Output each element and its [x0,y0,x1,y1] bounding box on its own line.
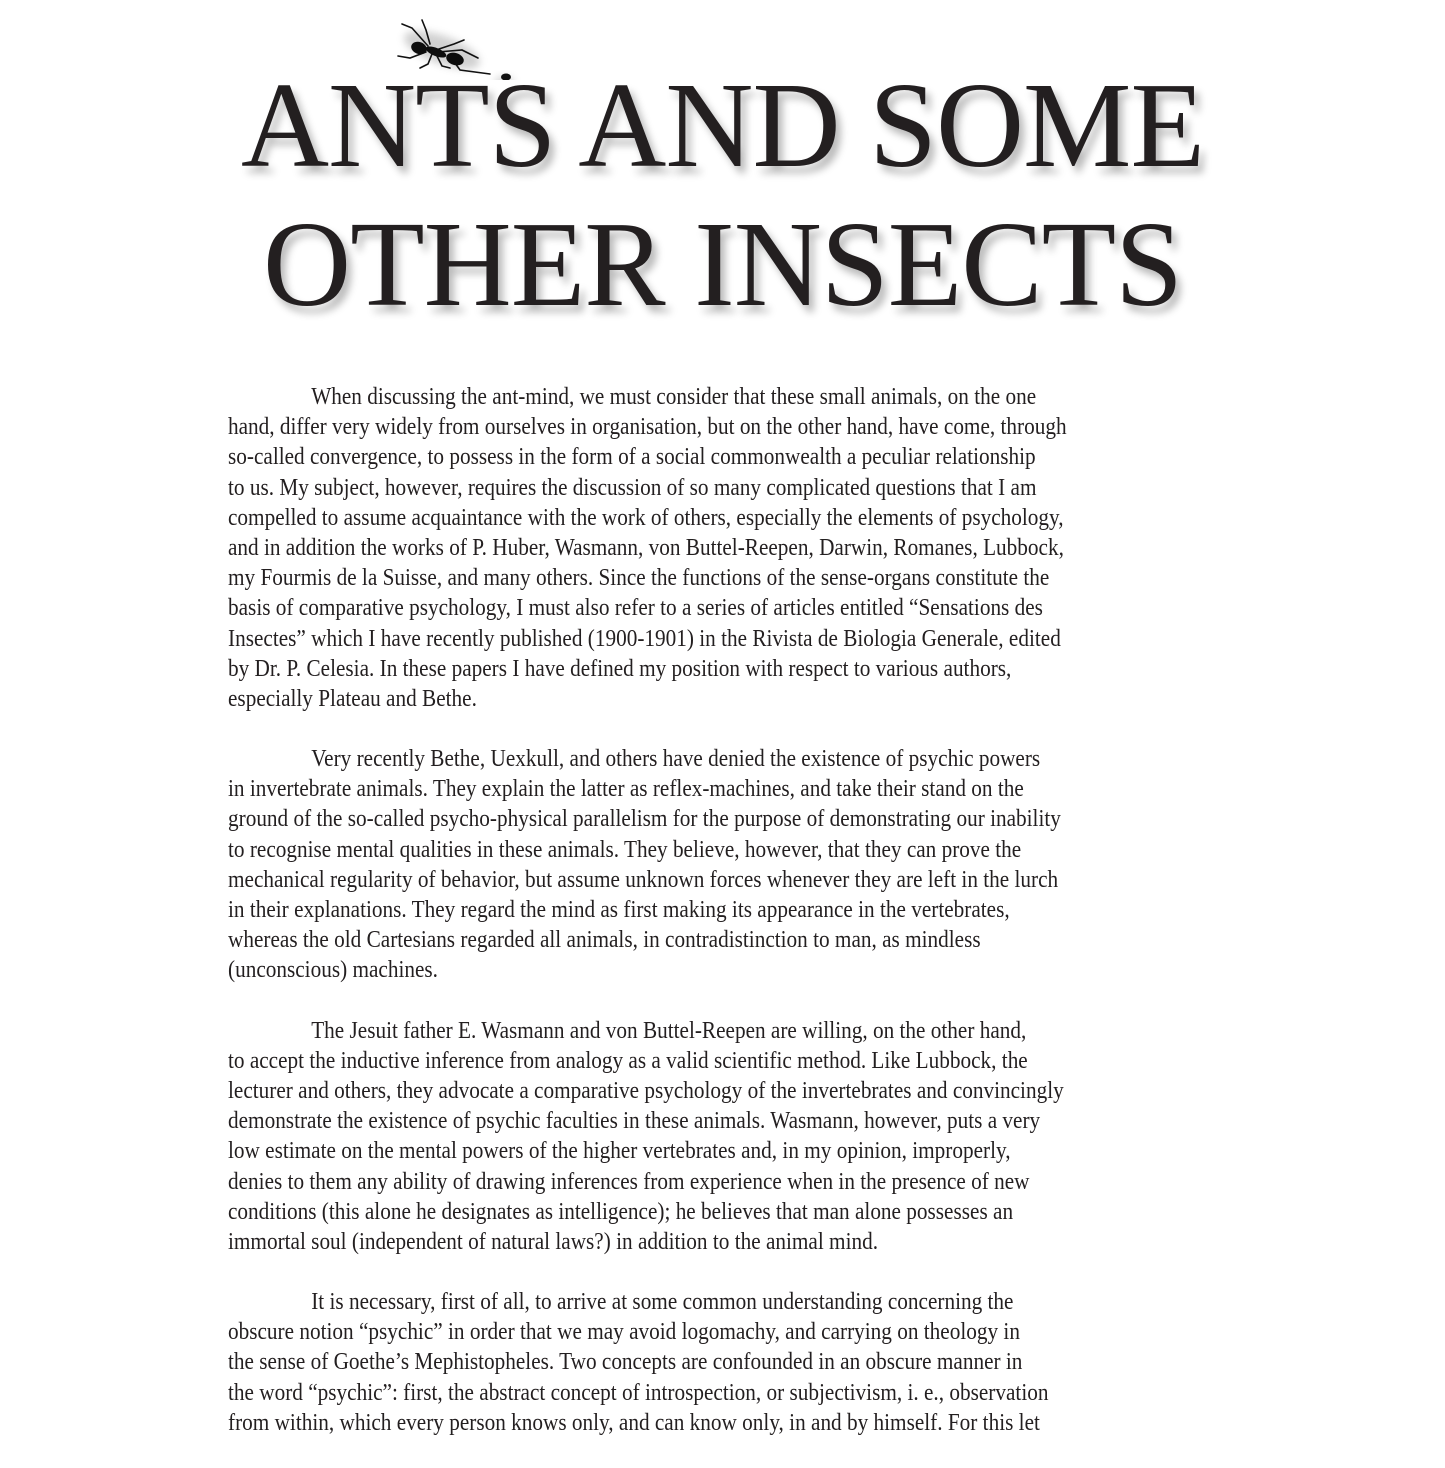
text-line: in invertebrate animals. They explain the latter as reflex-machines, and take their stand on the [228,776,1024,803]
text-line: to accept the inductive inference from analogy as a valid scientific method. Like Lubbock, the [228,1047,1028,1074]
text-line: to recognise mental qualities in these animals. They believe, however, that they can prove the [228,836,1022,863]
paragraph-2 [228,744,1228,986]
text-line: demonstrate the existence of psychic faculties in these animals. Wasmann, however, puts a very [228,1108,1041,1135]
body-text [228,382,1228,1468]
text-line: to us. My subject, however, requires the discussion of so many complicated questions that I am [228,474,1037,501]
text-line: by Dr. P. Celesia. In these papers I have defined my position with respect to various authors, [228,655,1012,682]
text-line: and in addition the works of P. Huber, Wasmann, von Buttel-Reepen, Darwin, Romanes, Lubbock, [228,534,1064,561]
text-line: obscure notion “psychic” in order that we may avoid logomachy, and carrying on theology in [228,1319,1020,1346]
text-line: Very recently Bethe, Uexkull, and others have denied the existence of psychic powers [311,746,1041,773]
text-line: It is necessary, first of all, to arrive at some common understanding concerning the [311,1289,1014,1316]
text-line: lecturer and others, they advocate a comparative psychology of the invertebrates and convincingly [228,1077,1064,1104]
text-line: The Jesuit father E. Wasmann and von Buttel-Reepen are willing, on the other hand, [311,1017,1027,1044]
text-line: the sense of Goethe’s Mephistopheles. Two concepts are confounded in an obscure manner in [228,1349,1023,1376]
text-line: hand, differ very widely from ourselves in organisation, but on the other hand, have come, through [228,414,1067,441]
text-line: (unconscious) machines. [228,957,438,984]
text-line: the word “psychic”: first, the abstract concept of introspection, or subjectivism, i. e., observation [228,1379,1049,1406]
text-line: whereas the old Cartesians regarded all animals, in contradistinction to man, as mindless [228,927,981,954]
title-line-2: OTHER INSECTS [263,197,1182,332]
text-line: basis of comparative psychology, I must also refer to a series of articles entitled “Sensations des [228,595,1043,622]
title-line-1: ANTS AND SOME [240,58,1205,193]
text-line: When discussing the ant-mind, we must consider that these small animals, on the one [311,384,1037,410]
text-line: conditions (this alone he designates as intelligence); he believes that man alone possesses an [228,1198,1014,1225]
text-line: so-called convergence, to possess in the form of a social commonwealth a peculiar relationship [228,444,1036,471]
text-line: ground of the so-called psycho-physical parallelism for the purpose of demonstrating our inability [228,806,1061,833]
paragraph-1 [228,382,1228,714]
paragraph-3 [228,1016,1228,1258]
text-line: mechanical regularity of behavior, but assume unknown forces whenever they are left in the lurch [228,866,1059,893]
text-line: especially Plateau and Bethe. [228,685,477,712]
text-line: in their explanations. They regard the mind as first making its appearance in the vertebrates, [228,897,1010,923]
text-line: from within, which every person knows only, and can know only, in and by himself. For this let [228,1409,1040,1436]
text-line: compelled to assume acquaintance with the work of others, especially the elements of psychology, [228,504,1064,531]
text-line: denies to them any ability of drawing inferences from experience when in the presence of new [228,1168,1030,1195]
text-line: Insectes” which I have recently published (1900-1901) in the Rivista de Biologia Generale, edited [228,625,1061,652]
text-line: immortal soul (independent of natural laws?) in addition to the animal mind. [228,1228,879,1255]
text-line: low estimate on the mental powers of the higher vertebrates and, in my opinion, improperly, [228,1138,1011,1165]
paragraph-4 [228,1287,1228,1438]
text-line: my Fourmis de la Suisse, and many others. Since the functions of the sense-organs constitute the [228,565,1050,592]
